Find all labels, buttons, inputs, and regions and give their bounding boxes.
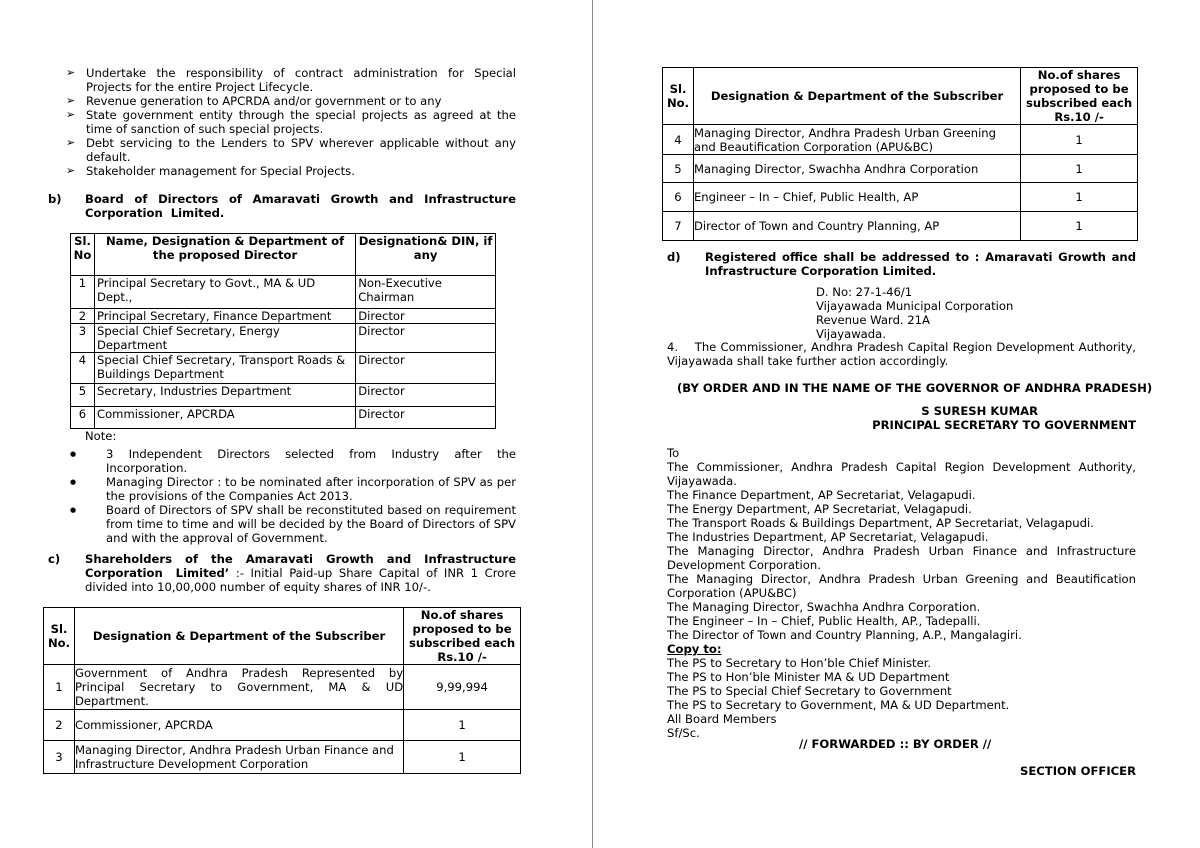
row-number: 2: [44, 710, 75, 741]
table-row: [44, 665, 521, 710]
recipient: The Engineer – In – Chief, Public Health, AP., Tadepalli.: [667, 614, 981, 628]
subscriber-name: Managing Director, Andhra Pradesh Urban Greening and Beautification Corporation (APU&BC): [693, 125, 1020, 155]
list-item: ➢ Debt servicing to the Lenders to SPV wherever applicable without any default.: [66, 136, 516, 164]
recipient: The Transport Roads & Buildings Department, AP Secretariat, Velagapudi.: [667, 516, 1094, 530]
notes-list: [70, 447, 516, 545]
table-row: [663, 125, 1138, 155]
director-name: Principal Secretary, Finance Department: [94, 309, 355, 324]
row-number: 2: [71, 309, 95, 324]
row-number: 7: [663, 212, 694, 241]
copy-recipient: The PS to Hon’ble Minister MA & UD Department: [667, 670, 950, 684]
table-row: [44, 741, 521, 774]
section-c-heading: Shareholders of the Amaravati Growth and Infrastructure Corporation Limited’: [85, 552, 516, 580]
director-name: Commissioner, APCRDA: [94, 407, 355, 429]
table-header: Sl. No.: [663, 68, 694, 125]
list-item: ➢ Stakeholder management for Special Projects.: [66, 164, 516, 178]
director-designation: Director: [356, 384, 496, 407]
list-item: ● Managing Director : to be nominated after incorporation of SPV as per the provisions of the Companies Act 2013.: [70, 475, 516, 503]
table-header: Sl. No: [71, 234, 95, 276]
signatory-name: S SURESH KUMAR: [921, 404, 1038, 418]
section-c-paragraph: [85, 552, 516, 594]
copy-recipient: All Board Members: [667, 712, 777, 726]
recipient: The Director of Town and Country Planning, A.P., Mangalagiri.: [667, 628, 1022, 642]
recipient: The Managing Director, Andhra Pradesh Urban Greening and Beautification Corporation (APU&BC): [667, 572, 1136, 600]
table-row: [663, 212, 1138, 241]
table-header: Designation& DIN, if any: [356, 234, 496, 276]
row-number: 1: [71, 276, 95, 309]
shareholders-table-continued: [662, 67, 1138, 241]
registered-address: [816, 285, 1013, 341]
note-label: Note:: [85, 429, 117, 443]
director-name: Secretary, Industries Department: [94, 384, 355, 407]
share-count: 1: [1021, 183, 1138, 212]
copy-to-label: Copy to:: [667, 642, 722, 656]
row-number: 3: [71, 324, 95, 353]
page-divider: [592, 0, 593, 848]
row-number: 5: [71, 384, 95, 407]
recipient: The Commissioner, Andhra Pradesh Capital Region Development Authority, Vijayawada.: [667, 460, 1136, 488]
to-label: To: [667, 446, 680, 460]
section-officer: SECTION OFFICER: [1020, 764, 1136, 778]
address-line: Vijayawada.: [816, 327, 886, 341]
director-name: Principal Secretary to Govt., MA & UD Dept.,: [94, 276, 355, 309]
directors-table: [70, 233, 496, 429]
recipient: The Finance Department, AP Secretariat, Velagapudi.: [667, 488, 976, 502]
subscriber-name: Managing Director, Andhra Pradesh Urban Finance and Infrastructure Development Corporation: [74, 741, 403, 774]
table-header: Sl. No.: [44, 608, 75, 665]
subscriber-name: Commissioner, APCRDA: [74, 710, 403, 741]
copy-recipient: Sf/Sc.: [667, 726, 700, 740]
recipient: The Managing Director, Swachha Andhra Corporation.: [667, 600, 981, 614]
row-number: 4: [663, 125, 694, 155]
list-item: ➢ Undertake the responsibility of contract administration for Special Projects for the entire Project Lifecycle.: [66, 66, 516, 94]
share-count: 1: [1021, 155, 1138, 183]
list-item: ➢ State government entity through the special projects as agreed at the time of sanction of such special projects.: [66, 108, 516, 136]
subscriber-name: Engineer – In – Chief, Public Health, AP: [693, 183, 1020, 212]
table-row: [71, 353, 496, 384]
forwarded-line: // FORWARDED :: BY ORDER //: [799, 737, 992, 751]
section-c-marker: c): [48, 552, 61, 566]
left-page: [0, 0, 592, 848]
section-d-heading: Registered office shall be addressed to : Amaravati Growth and Infrastructure Corporation Limited.: [705, 250, 1136, 278]
section-c-text: :- Initial Paid-up Share Capital of INR 1 Crore divided into 10,00,000 number of equity shares of INR 10/-.: [85, 566, 516, 594]
responsibilities-list: [66, 66, 516, 178]
table-row: [663, 155, 1138, 183]
share-count: 1: [1021, 125, 1138, 155]
table-row: [44, 710, 521, 741]
share-count: 9,99,994: [404, 665, 521, 710]
table-row: [71, 276, 496, 309]
table-header: Name, Designation & Department of the proposed Director: [94, 234, 355, 276]
subscriber-name: Government of Andhra Pradesh Represented by Principal Secretary to Government, MA & UD Department.: [74, 666, 404, 708]
list-item: ● 3 Independent Directors selected from Industry after the Incorporation.: [70, 447, 516, 475]
section-d-marker: d): [667, 250, 681, 264]
list-item: ➢ Revenue generation to APCRDA and/or government or to any: [66, 94, 516, 108]
paragraph-4: 4. The Commissioner, Andhra Pradesh Capital Region Development Authority, Vijayawada shall take further action accordingly.: [667, 340, 1140, 368]
row-number: 6: [71, 407, 95, 429]
right-page: [594, 0, 1200, 848]
row-number: 1: [44, 665, 75, 710]
director-designation: Director: [356, 309, 496, 324]
row-number: 4: [71, 353, 95, 384]
recipient: The Industries Department, AP Secretariat, Velagapudi.: [667, 530, 989, 544]
table-header: No.of shares proposed to be subscribed each Rs.10 /-: [404, 608, 521, 665]
director-designation: Director: [356, 353, 496, 384]
table-header: No.of shares proposed to be subscribed each Rs.10 /-: [1021, 68, 1138, 125]
table-row: [71, 324, 496, 353]
director-designation: Non-Executive Chairman: [356, 276, 496, 309]
shareholders-table: [43, 607, 521, 774]
table-row: [71, 384, 496, 407]
address-line: D. No: 27-1-46/1: [816, 285, 913, 299]
director-name: Special Chief Secretary, Transport Roads & Buildings Department: [94, 353, 355, 384]
table-header: Designation & Department of the Subscriber: [74, 608, 403, 665]
recipient: The Managing Director, Andhra Pradesh Urban Finance and Infrastructure Development Corporation.: [667, 544, 1136, 572]
row-number: 5: [663, 155, 694, 183]
signatory-title: PRINCIPAL SECRETARY TO GOVERNMENT: [872, 418, 1136, 432]
share-count: 1: [404, 710, 521, 741]
address-line: Revenue Ward. 21A: [816, 313, 930, 327]
distribution-list: [667, 446, 1136, 740]
copy-recipient: The PS to Secretary to Government, MA & UD Department.: [667, 698, 1010, 712]
director-name: Special Chief Secretary, Energy Department: [94, 324, 355, 353]
list-item: ● Board of Directors of SPV shall be reconstituted based on requirement from time to time and will be decided by the Board of Directors of SPV and with the approval of Government.: [70, 503, 516, 545]
table-row: [71, 309, 496, 324]
order-line: (BY ORDER AND IN THE NAME OF THE GOVERNOR OF ANDHRA PRADESH): [677, 381, 1153, 395]
table-header: Designation & Department of the Subscriber: [693, 68, 1020, 125]
row-number: 6: [663, 183, 694, 212]
subscriber-name: Director of Town and Country Planning, AP: [693, 212, 1020, 241]
section-b-marker: b): [48, 192, 62, 206]
row-number: 3: [44, 741, 75, 774]
address-line: Vijayawada Municipal Corporation: [816, 299, 1014, 313]
share-count: 1: [404, 741, 521, 774]
director-designation: Director: [356, 324, 496, 353]
copy-recipient: The PS to Secretary to Hon’ble Chief Minister.: [667, 656, 932, 670]
share-count: 1: [1021, 212, 1138, 241]
signatory-block: [594, 404, 1136, 432]
table-row: [663, 183, 1138, 212]
subscriber-name: Managing Director, Swachha Andhra Corporation: [693, 155, 1020, 183]
recipient: The Energy Department, AP Secretariat, Velagapudi.: [667, 502, 972, 516]
copy-recipient: The PS to Special Chief Secretary to Government: [667, 684, 952, 698]
director-designation: Director: [356, 407, 496, 429]
section-b-heading: Board of Directors of Amaravati Growth and Infrastructure Corporation Limited.: [85, 192, 516, 220]
table-row: [71, 407, 496, 429]
